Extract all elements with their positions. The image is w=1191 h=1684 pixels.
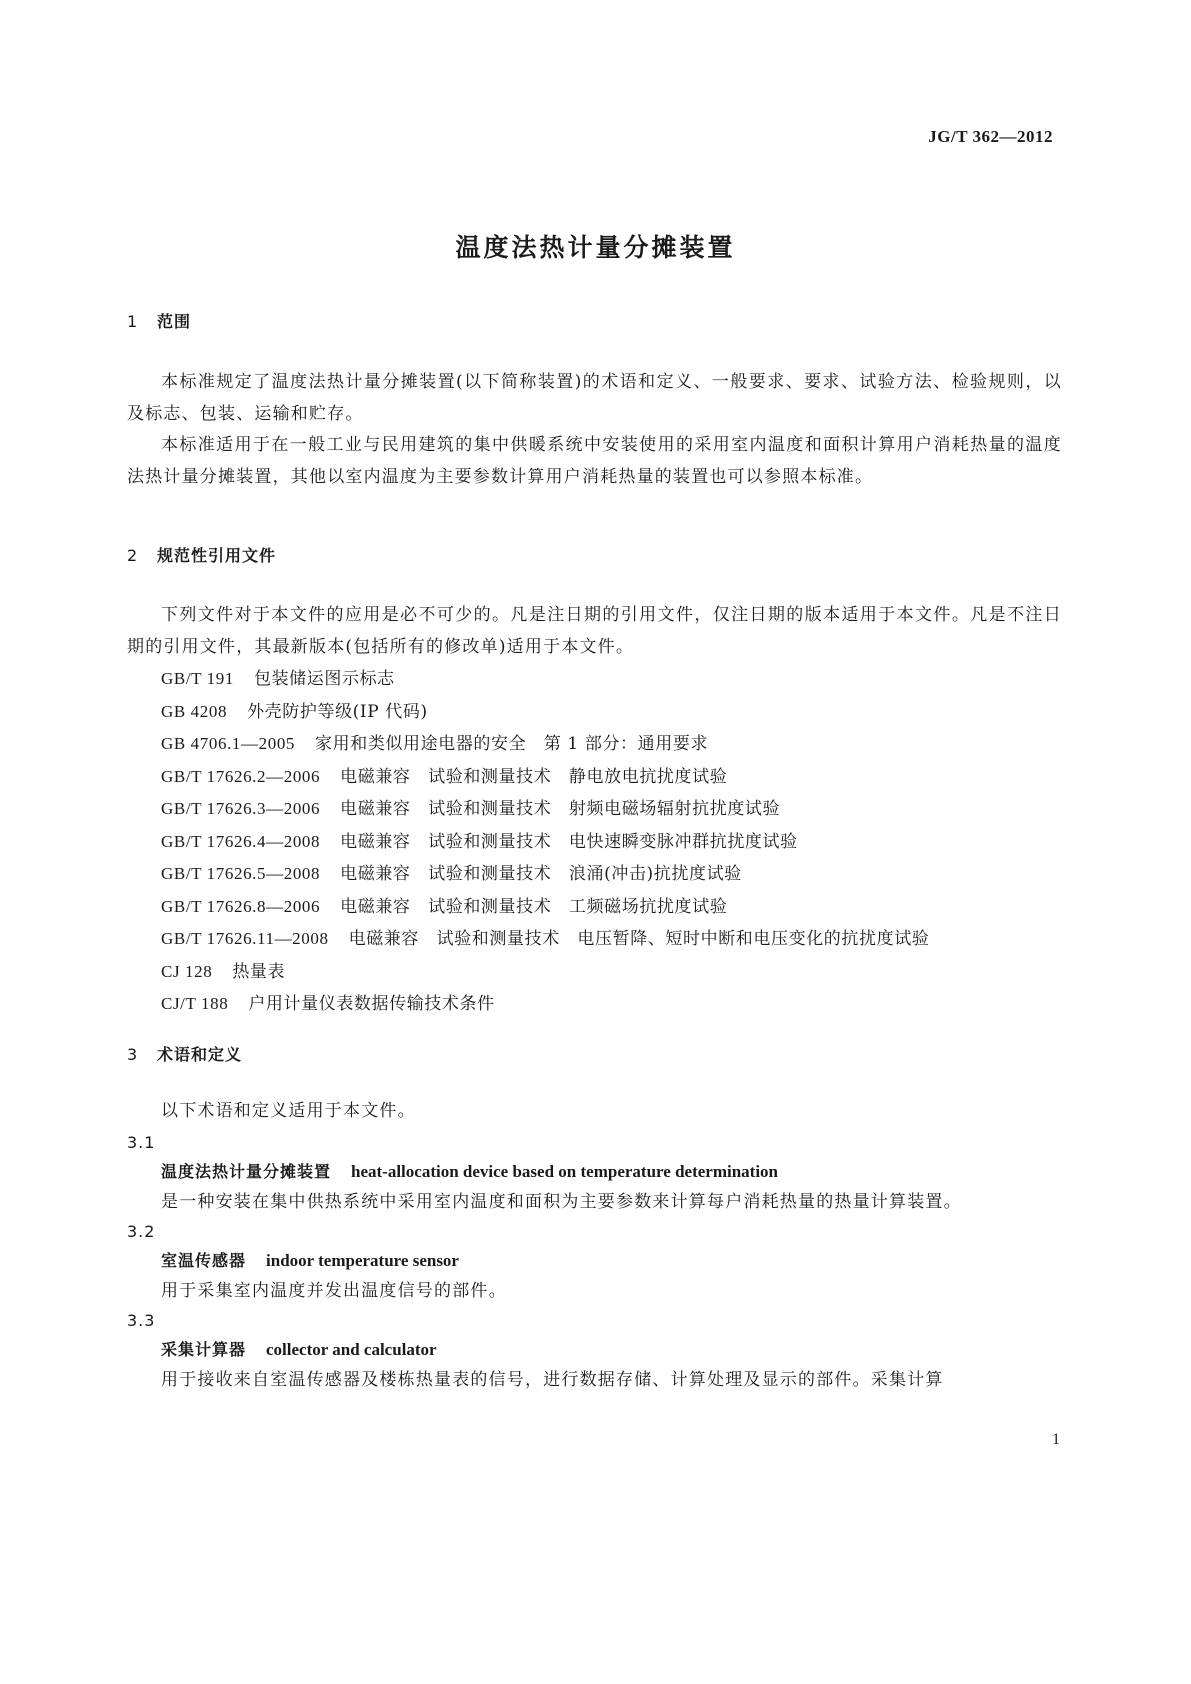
reference-code: GB/T 17626.2—2006	[161, 766, 321, 786]
reference-item	[127, 891, 1062, 924]
section-number: 1	[127, 312, 139, 331]
reference-code: GB 4208	[161, 701, 228, 721]
section-title: 规范性引用文件	[157, 546, 277, 565]
reference-code: GB/T 17626.8—2006	[161, 896, 321, 916]
term-name-zh: 温度法热计量分摊装置	[161, 1161, 332, 1181]
paragraph: 本标准适用于在一般工业与民用建筑的集中供暖系统中安装使用的采用室内温度和面积计算用户消耗热量的温度法热计量分摊装置，其他以室内温度为主要参数计算用户消耗热量的装置也可以参照本标准。	[127, 435, 1062, 487]
paragraph: 下列文件对于本文件的应用是必不可少的。凡是注日期的引用文件，仅注日期的版本适用于本文件。凡是不注日期的引用文件，其最新版本(包括所有的修改单)适用于本文件。	[127, 605, 1062, 657]
section-title: 范围	[157, 312, 192, 331]
reference-item	[127, 663, 1062, 696]
reference-item	[127, 696, 1062, 729]
term-name	[127, 1246, 1062, 1276]
term-name-zh: 采集计算器	[161, 1339, 247, 1359]
term-name-en: heat-allocation device based on temperature determination	[351, 1161, 778, 1181]
reference-title: 电磁兼容 试验和测量技术 射频电磁场辐射抗扰度试验	[340, 799, 781, 819]
reference-code: GB/T 17626.4—2008	[161, 831, 321, 851]
reference-code: GB 4706.1—2005	[161, 734, 296, 753]
reference-title: 电磁兼容 试验和测量技术 静电放电抗扰度试验	[340, 766, 728, 787]
term-definition: 用于接收来自室温传感器及楼栋热量表的信号，进行数据存储、计算处理及显示的部件。采集计算	[161, 1369, 944, 1390]
reference-title: 电磁兼容 试验和测量技术 电快速瞬变脉冲群抗扰度试验	[340, 831, 798, 852]
term-definition: 用于采集室内温度并发出温度信号的部件。	[161, 1280, 507, 1301]
reference-title: 热量表	[232, 961, 286, 982]
document-title: 温度法热计量分摊装置	[455, 233, 736, 262]
section-references	[127, 541, 1062, 1021]
term-number: 3.1	[127, 1132, 156, 1152]
reference-item	[127, 826, 1062, 859]
section-title: 术语和定义	[157, 1045, 243, 1064]
term-name	[127, 1335, 1062, 1365]
reference-code: GB/T 17626.11—2008	[161, 929, 329, 948]
reference-item	[127, 728, 1062, 761]
section-number: 2	[127, 546, 139, 565]
section-terms	[127, 1040, 1062, 1395]
section-number: 3	[127, 1045, 139, 1064]
section-heading	[127, 307, 1062, 337]
term-name-en: collector and calculator	[266, 1339, 437, 1359]
reference-code: CJ/T 188	[161, 994, 229, 1013]
reference-title: 家用和类似用途电器的安全 第 1 部分：通用要求	[315, 734, 709, 754]
term-name-en: indoor temperature sensor	[266, 1250, 459, 1270]
term-number: 3.3	[127, 1310, 156, 1330]
paragraph: 以下术语和定义适用于本文件。	[161, 1101, 416, 1121]
reference-title: 电磁兼容 试验和测量技术 浪涌(冲击)抗扰度试验	[340, 864, 742, 884]
reference-item	[127, 858, 1062, 891]
section-heading	[127, 1040, 1062, 1070]
reference-code: GB/T 191	[161, 669, 234, 688]
standard-code: JG/T 362—2012	[928, 127, 1053, 146]
section-scope	[127, 307, 1062, 493]
section-heading	[127, 541, 1062, 571]
term-name-zh: 室温传感器	[161, 1250, 247, 1270]
page-number: 1	[1052, 1431, 1060, 1448]
reference-title: 户用计量仪表数据传输技术条件	[248, 994, 495, 1014]
term-name	[127, 1157, 1062, 1187]
reference-item	[127, 988, 1062, 1021]
term-definition: 是一种安装在集中供热系统中采用室内温度和面积为主要参数来计算每户消耗热量的热量计算装置。	[161, 1191, 962, 1212]
reference-item	[127, 923, 1062, 956]
reference-title: 包装储运图示标志	[253, 669, 395, 689]
reference-item	[127, 956, 1062, 989]
reference-title: 外壳防护等级(IP 代码)	[247, 701, 428, 722]
reference-title: 电磁兼容 试验和测量技术 电压暂降、短时中断和电压变化的抗扰度试验	[348, 929, 930, 949]
reference-item	[127, 793, 1062, 826]
reference-item	[127, 761, 1062, 794]
paragraph: 本标准规定了温度法热计量分摊装置(以下简称装置)的术语和定义、一般要求、要求、试验方法、检验规则，以及标志、包装、运输和贮存。	[127, 372, 1062, 424]
term-number: 3.2	[127, 1221, 156, 1241]
reference-code: CJ 128	[161, 961, 213, 981]
reference-title: 电磁兼容 试验和测量技术 工频磁场抗扰度试验	[340, 896, 728, 917]
reference-code: GB/T 17626.3—2006	[161, 799, 321, 818]
reference-code: GB/T 17626.5—2008	[161, 864, 321, 883]
